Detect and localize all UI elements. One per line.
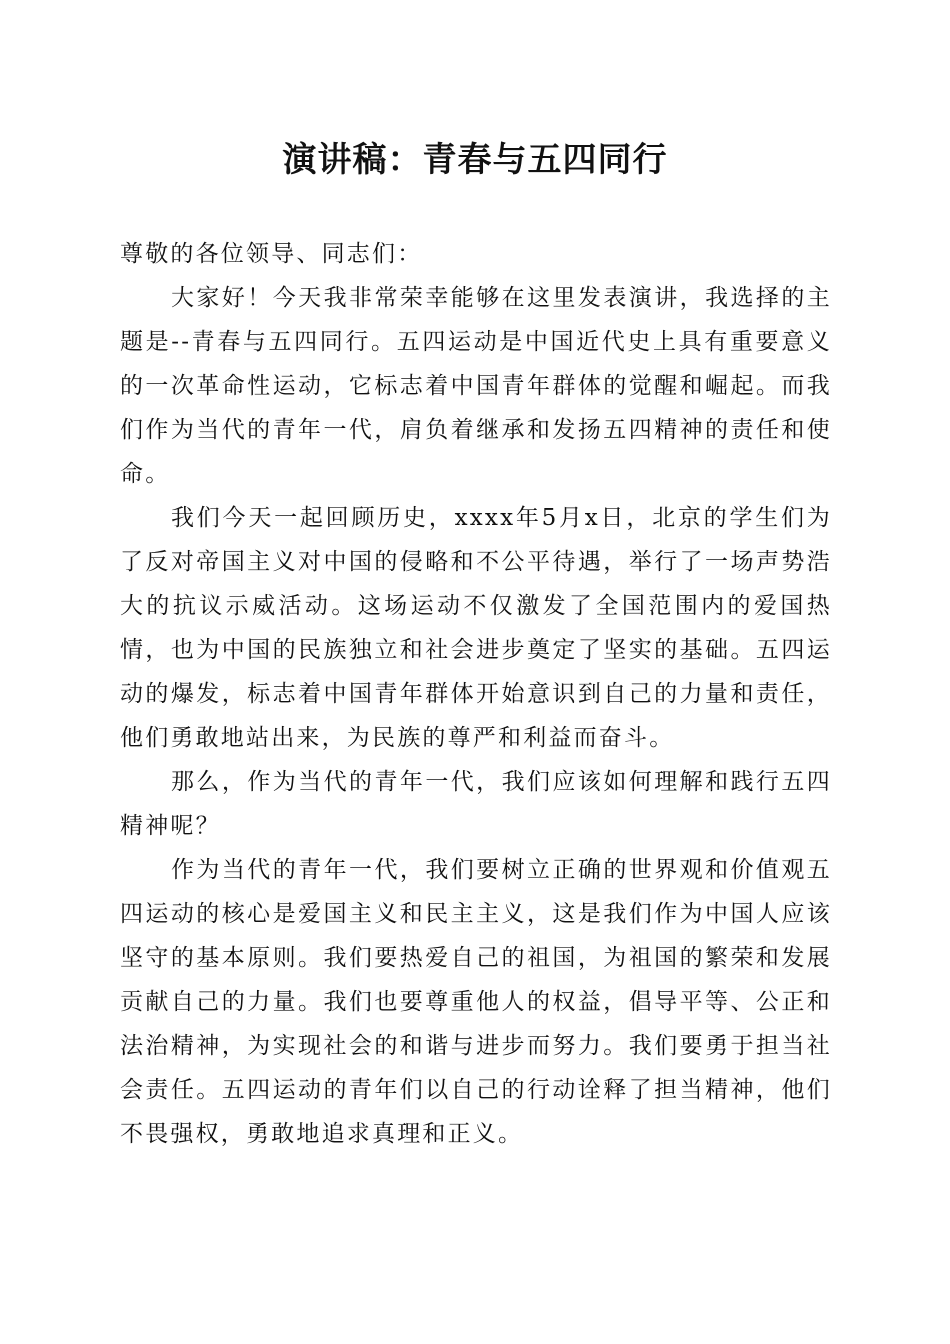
document-body <box>120 232 832 1156</box>
paragraph-2: 我们今天一起回顾历史，xxxx年5月x日，北京的学生们为了反对帝国主义对中国的侵略和不公平待遇，举行了一场声势浩大的抗议示威活动。这场运动不仅激发了全国范围内的爱国热情，也为中国的民族独立和社会进步奠定了坚实的基础。五四运动的爆发，标志着中国青年群体开始意识到自己的力量和责任，他们勇敢地站出来，为民族的尊严和利益而奋斗。 <box>120 505 832 751</box>
paragraph-4: 作为当代的青年一代，我们要树立正确的世界观和价值观五四运动的核心是爱国主义和民主主义，这是我们作为中国人应该坚守的基本原则。我们要热爱自己的祖国，为祖国的繁荣和发展贡献自己的力量。我们也要尊重他人的权益，倡导平等、公正和法治精神，为实现社会的和谐与进步而努力。我们要勇于担当社会责任。五四运动的青年们以自己的行动诠释了担当精神，他们不畏强权，勇敢地追求真理和正义。 <box>120 857 832 1147</box>
salutation: 尊敬的各位领导、同志们： <box>120 241 423 267</box>
paragraph-1: 大家好！今天我非常荣幸能够在这里发表演讲，我选择的主题是--青春与五四同行。五四运动是中国近代史上具有重要意义的一次革命性运动，它标志着中国青年群体的觉醒和崛起。而我们作为当代的青年一代，肩负着继承和发扬五四精神的责任和使命。 <box>120 285 832 487</box>
document-title: 演讲稿：青春与五四同行 <box>282 140 668 180</box>
paragraph-3: 那么，作为当代的青年一代，我们应该如何理解和践行五四精神呢？ <box>120 769 832 839</box>
